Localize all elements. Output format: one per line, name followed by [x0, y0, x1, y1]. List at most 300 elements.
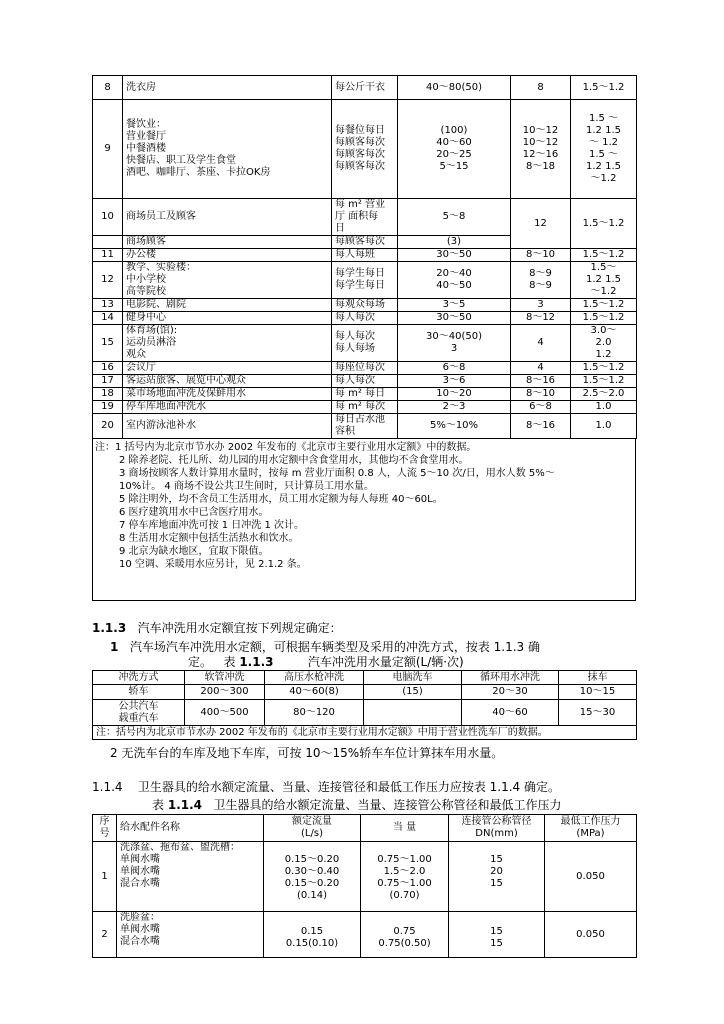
hours-line: 8～9	[529, 268, 552, 279]
section-number: 1.1.4	[92, 780, 123, 794]
unit-line: 每 m² 营业	[335, 199, 386, 210]
unit	[332, 414, 398, 439]
k-coefficient	[571, 100, 637, 199]
hours	[511, 262, 571, 299]
column-header-flow	[264, 815, 361, 842]
table-note-row	[93, 726, 637, 740]
building-type-line: 高等院校	[126, 286, 166, 297]
building-type	[123, 401, 332, 414]
row-number: 15	[93, 325, 123, 362]
pipe-dn-line: 15	[490, 854, 503, 865]
wash-value: 15～30	[559, 700, 637, 726]
quota-line: 5～8	[442, 211, 466, 222]
column-header-no-line: 序	[99, 816, 110, 827]
k-coefficient	[571, 312, 637, 325]
building-type-line: 餐饮业：	[126, 119, 166, 130]
pipe-dn-line: 15	[490, 926, 503, 937]
table-number: 1.1.4	[167, 798, 203, 812]
building-type	[123, 100, 332, 199]
table-row	[93, 685, 637, 700]
k-coefficient-line: 1.5～1.2	[582, 249, 625, 260]
row-number: 10	[93, 199, 123, 236]
unit	[332, 312, 398, 325]
column-header-name	[117, 815, 264, 842]
k-coefficient	[571, 375, 637, 388]
table-row	[93, 700, 637, 726]
fixture-name-line: 洗涤盆、拖布盆、盥洗槽：	[120, 842, 240, 853]
note-line: 10 空调、采暖用水应另计，见 2.1.2 条。	[119, 559, 307, 570]
building-type	[123, 388, 332, 401]
pipe-dn	[449, 912, 545, 958]
car-wash-table	[92, 670, 637, 740]
table-row	[93, 199, 637, 236]
quota-line: 20～40	[436, 268, 472, 279]
unit-line: 容积	[335, 426, 355, 437]
fixture-name-line: 混合水嘴	[120, 878, 160, 889]
rated-flow-line: 0.15～0.20	[284, 854, 340, 865]
quota	[398, 262, 511, 299]
column-header-p-line: 最低工作压力	[560, 816, 621, 827]
column-header: 高压水枪冲洗	[265, 671, 364, 685]
k-coefficient	[571, 401, 637, 414]
quota-line: 2～3	[442, 401, 466, 412]
pipe-dn-line: 15	[490, 878, 503, 889]
k-coefficient-line: 1.2 1.5	[586, 274, 621, 285]
table-label: 表	[223, 655, 236, 669]
unit-line: 每 m² 每日	[335, 388, 386, 399]
hours	[511, 401, 571, 414]
unit	[332, 76, 398, 100]
hours-line: 6～8	[529, 401, 552, 412]
row-number: 20	[93, 414, 123, 439]
unit-line: 每学生每日	[335, 268, 385, 279]
wash-value: 40～60(8)	[265, 685, 364, 700]
row-number: 9	[93, 100, 123, 199]
quota-line: (100)	[440, 125, 468, 136]
row-number: 17	[93, 375, 123, 388]
column-header-p	[545, 815, 637, 842]
note-line: 6 医疗建筑用水中已含医疗用水。	[119, 507, 269, 518]
fixture-name-line: 混合水嘴	[120, 936, 160, 947]
row-number: 16	[93, 362, 123, 375]
unit-line: 每日占水池	[335, 414, 385, 425]
equivalent	[361, 912, 449, 958]
table-label: 表	[152, 798, 165, 812]
hours	[511, 414, 571, 439]
column-header: 冲洗方式	[93, 671, 185, 685]
vehicle-type-line: 轿车	[128, 686, 149, 697]
table-row	[93, 388, 637, 401]
quota-line: 5～15	[439, 161, 469, 172]
building-type	[123, 299, 332, 312]
hours	[511, 76, 571, 100]
k-coefficient-line: 1.0	[595, 420, 612, 431]
column-header: 循环用水冲洗	[462, 671, 559, 685]
quota	[398, 236, 511, 249]
row-number: 2	[93, 912, 117, 958]
unit-line: 每人每次	[335, 331, 375, 342]
hours-line: 10～12	[522, 125, 559, 136]
rated-flow-line: 0.15～0.20	[284, 878, 340, 889]
k-coefficient-line: ～ 1.2	[588, 137, 619, 148]
hours	[511, 362, 571, 375]
building-type-line: 体育场(馆):	[126, 325, 178, 336]
table-row	[93, 912, 637, 958]
fixture-name	[117, 842, 264, 912]
item-1-line-2	[188, 655, 464, 670]
building-type-line: 快餐店、职工及学生食堂	[126, 155, 236, 166]
item-2: 2 无洗车台的车库及地下车库，可按 10～15%轿车车位计算抹车用水量。	[110, 746, 504, 760]
item-1-line-1	[110, 640, 540, 655]
unit-line: 日	[335, 223, 345, 234]
row-number	[93, 236, 123, 249]
quota-line: 3	[450, 343, 458, 354]
equivalent-line: 0.75～1.00	[377, 854, 432, 865]
row-number: 18	[93, 388, 123, 401]
rated-flow-line: (0.14)	[296, 890, 328, 901]
table-number: 1.1.3	[239, 655, 274, 669]
unit	[332, 262, 398, 299]
building-type	[123, 76, 332, 100]
quota	[398, 312, 511, 325]
table-row	[93, 299, 637, 312]
quota	[398, 401, 511, 414]
unit	[332, 236, 398, 249]
building-type	[123, 414, 332, 439]
vehicle-type-line: 公共汽车	[118, 700, 159, 712]
column-header-eq	[361, 815, 449, 842]
unit-line: 每人每次	[335, 375, 375, 386]
building-type	[123, 325, 332, 362]
fixture-name-line: 单阀水嘴	[120, 866, 160, 877]
wash-value: 80～120	[265, 700, 364, 726]
rated-flow	[264, 912, 361, 958]
building-type	[123, 249, 332, 262]
building-type-line: 室内游泳池补水	[126, 420, 196, 431]
quota-line: 20～25	[436, 149, 472, 160]
k-coefficient-line: 1.2	[595, 349, 612, 360]
k-coefficient-line: 1.5～1.2	[582, 375, 625, 386]
pipe-dn-line: 20	[490, 866, 503, 877]
wash-value: 200～300	[185, 685, 265, 700]
hours-line: 8～12	[525, 312, 556, 323]
k-coefficient-line: 1.2 1.5	[586, 125, 621, 136]
pipe-dn	[449, 842, 545, 912]
quota-line: 5%～10%	[429, 420, 479, 431]
column-header: 软管冲洗	[185, 671, 265, 685]
table-row	[93, 325, 637, 362]
building-type-line: 观众	[126, 349, 146, 360]
table-note: 注：括号内为北京市节水办 2002 年发布的《北京市主要行业用水定额》中用于营业性洗车厂的数据。	[93, 726, 637, 740]
column-header-name-line: 给水配件名称	[120, 822, 180, 833]
equivalent-line: 0.75～1.00	[377, 878, 432, 889]
pipe-dn-line: 15	[490, 938, 503, 949]
column-header-eq-line: 当 量	[392, 822, 417, 833]
quota	[398, 199, 511, 236]
column-header-flow-line: 额定流量	[292, 816, 332, 827]
hours-line: 12～16	[522, 149, 559, 160]
table-row	[93, 375, 637, 388]
unit-line: 每餐位每日	[335, 125, 385, 136]
equivalent-line: 1.5～2.0	[383, 866, 426, 877]
hours-line: 8～16	[525, 375, 556, 386]
quota-line: 30～50	[436, 249, 472, 260]
unit	[332, 362, 398, 375]
building-type	[123, 199, 332, 236]
unit-line: 每观众每场	[335, 299, 385, 310]
hours	[511, 249, 571, 262]
k-coefficient	[571, 262, 637, 299]
column-header-no-line: 号	[99, 828, 110, 839]
min-pressure	[545, 842, 637, 912]
row-number: 11	[93, 249, 123, 262]
quota	[398, 100, 511, 199]
quota	[398, 76, 511, 100]
wash-value: 20～30	[462, 685, 559, 700]
hours	[511, 375, 571, 388]
row-number: 8	[93, 76, 123, 100]
building-type-line: 电影院、剧院	[126, 299, 186, 310]
hours	[511, 388, 571, 401]
equivalent	[361, 842, 449, 912]
wash-value: 10～15	[559, 685, 637, 700]
k-coefficient-line: 1.5～1.2	[582, 81, 625, 93]
quota	[398, 388, 511, 401]
note-line: 8 生活用水定额中包括生活热水和饮水。	[119, 533, 299, 544]
rated-flow-line: 0.15	[300, 926, 324, 937]
quota	[398, 414, 511, 439]
column-header-dn	[449, 815, 545, 842]
hours-line: 8～16	[525, 420, 556, 431]
water-quota-table	[92, 75, 637, 439]
equivalent-line: 0.75	[393, 926, 416, 937]
quota-line: 6～8	[442, 362, 466, 373]
hours	[511, 325, 571, 362]
row-number: 19	[93, 401, 123, 414]
unit-line: 每公斤干衣	[335, 81, 385, 93]
section-text: 卫生器具的给水额定流量、当量、连接管径和最低工作压力应按表 1.1.4 确定。	[137, 780, 560, 794]
fixture-flow-table	[92, 814, 637, 958]
wash-value: 40～60	[462, 700, 559, 726]
unit-line: 每人每班	[335, 249, 375, 260]
unit	[332, 375, 398, 388]
unit-line: 每 m² 每次	[335, 401, 386, 412]
hours-line: 8～18	[525, 161, 556, 172]
quota-line: 10～20	[436, 388, 472, 399]
quota-line: 40～50	[436, 280, 472, 291]
k-coefficient-line: 1.5 ～	[588, 149, 619, 160]
unit	[332, 100, 398, 199]
k-coefficient-line: ～1.2	[590, 286, 617, 297]
item-number: 1	[110, 640, 119, 654]
k-coefficient-line: 2.0	[595, 337, 612, 348]
row-number: 14	[93, 312, 123, 325]
hours-line: 8～10	[525, 388, 556, 399]
unit	[332, 401, 398, 414]
building-type-line: 洗衣房	[126, 81, 156, 93]
building-type-line: 中餐酒楼	[126, 143, 166, 154]
k-coefficient-line: 3.0～	[590, 325, 617, 336]
unit-line: 每顾客每次	[335, 161, 385, 172]
table-title: 卫生器具的给水额定流量、当量、连接管公称管径和最低工作压力	[213, 798, 562, 812]
equivalent-line: 0.75(0.50)	[378, 938, 431, 949]
k-coefficient-line: 1.5～1.2	[582, 312, 625, 323]
min-pressure	[545, 912, 637, 958]
note-line: 注：1 括号内为北京市节水办 2002 年发布的《北京市主要行业用水定额》中的数据。	[95, 442, 477, 453]
quota-line: (3)	[446, 236, 462, 247]
building-type-line: 商场顾客	[126, 236, 166, 247]
note-line: 9 北京为缺水地区，宜取下限值。	[119, 546, 269, 557]
table-row	[93, 842, 637, 912]
building-type-line: 客运站旅客、展览中心观众	[126, 375, 246, 386]
table-row	[93, 362, 637, 375]
building-type	[123, 312, 332, 325]
equivalent-line: (0.70)	[389, 890, 420, 901]
fixture-name-line: 洗脸盆：	[120, 912, 160, 923]
unit-line: 每顾客每次	[335, 149, 385, 160]
k-coefficient	[571, 414, 637, 439]
quota-line: 3～5	[442, 299, 466, 310]
row-number: 1	[93, 842, 117, 912]
rated-flow-line: 0.30～0.40	[284, 866, 340, 877]
item-text-cont: 定。	[188, 655, 213, 669]
unit	[332, 299, 398, 312]
table-notes	[92, 438, 636, 601]
unit	[332, 388, 398, 401]
building-type-line: 营业餐厅	[126, 131, 166, 142]
unit	[332, 249, 398, 262]
k-coefficient-line: 1.5～1.2	[582, 299, 625, 310]
table-row	[93, 414, 637, 439]
hours-line: 4	[537, 362, 544, 373]
k-coefficient	[571, 325, 637, 362]
building-type-line: 健身中心	[126, 312, 166, 323]
hours-line: 8～9	[529, 280, 552, 291]
table-row	[93, 312, 637, 325]
building-type-line: 停车库地面冲洗水	[126, 401, 206, 412]
wash-value: 400～500	[185, 700, 265, 726]
quota	[398, 375, 511, 388]
note-line: 7 停车库地面冲洗可按 1 日冲洗 1 次计。	[119, 520, 304, 531]
vehicle-type-line: 载重汽车	[118, 712, 159, 724]
unit-line: 每顾客每次	[335, 236, 385, 247]
note-line: 5 除注明外，均不含员工生活用水，员工用水定额为每人每班 40～60L。	[119, 494, 443, 505]
k-coefficient	[571, 249, 637, 262]
table-header-row	[93, 671, 637, 685]
table-title: 汽车冲洗用水量定额(L/辆·次)	[307, 655, 464, 669]
k-coefficient	[571, 362, 637, 375]
row-number: 12	[93, 262, 123, 299]
column-header: 抹车	[559, 671, 637, 685]
hours	[511, 100, 571, 199]
k-coefficient	[571, 76, 637, 100]
hours	[511, 299, 571, 312]
section-text: 汽车冲洗用水定额宜按下列规定确定：	[137, 621, 342, 635]
building-type-line: 教学、实验楼：	[126, 262, 196, 273]
unit-line: 每人每场	[335, 343, 375, 354]
hours-line: 10～12	[522, 137, 559, 148]
k-coefficient-line: 1.5 ～	[588, 113, 619, 124]
column-header: 电脑洗车	[364, 671, 462, 685]
unit	[332, 325, 398, 362]
hours-line: 8～10	[525, 249, 556, 260]
table-row	[93, 100, 637, 199]
table-header-row	[93, 815, 637, 842]
column-header-dn-line: DN(mm)	[475, 828, 518, 839]
building-type-line: 商场员工及顾客	[126, 211, 196, 222]
table-row	[93, 262, 637, 299]
building-type-line: 运动员淋浴	[126, 337, 176, 348]
building-type-line: 中小学校	[126, 274, 166, 285]
building-type	[123, 236, 332, 249]
item-text: 汽车场汽车冲洗用水定额，可根据车辆类型及采用的冲洗方式，按表 1.1.3 确	[129, 640, 540, 654]
min-pressure-line: 0.050	[576, 928, 605, 940]
section-number: 1.1.3	[92, 621, 127, 635]
hours-line: 12	[534, 217, 547, 229]
building-type	[123, 262, 332, 299]
quota	[398, 362, 511, 375]
quota-line: 30～50	[436, 312, 472, 323]
unit	[332, 199, 398, 236]
quota	[398, 325, 511, 362]
fixture-name	[117, 912, 264, 958]
table-1-1-4-caption	[152, 798, 561, 813]
k-coefficient	[571, 199, 637, 249]
column-header-dn-line: 连接管公称管径	[461, 816, 532, 827]
quota	[398, 249, 511, 262]
quota-line: 3～6	[442, 375, 466, 386]
k-coefficient-line: 1.5～1.2	[582, 217, 625, 229]
unit-line: 每顾客每次	[335, 137, 385, 148]
fixture-name-line: 单阀水嘴	[120, 854, 160, 865]
rated-flow	[264, 842, 361, 912]
k-coefficient	[571, 388, 637, 401]
building-type	[123, 362, 332, 375]
note-line: 3 商场按顾客人数计算用水量时，按每 m 营业厅面积 0.8 人，人流 5～10 次/日，用水人数 5%～	[119, 468, 555, 479]
k-coefficient-line: 2.5～2.0	[582, 388, 625, 399]
quota-line: 30～40(50)	[426, 331, 482, 342]
quota-line: 40～80(50)	[426, 81, 482, 93]
min-pressure-line: 0.050	[576, 870, 605, 882]
wash-value: (15)	[364, 685, 462, 700]
hours-line: 4	[537, 337, 544, 348]
unit-line: 每座位每次	[335, 362, 385, 373]
hours-line: 8	[537, 81, 544, 93]
quota	[398, 299, 511, 312]
row-number: 13	[93, 299, 123, 312]
unit-line: 每人每次	[335, 312, 375, 323]
building-type-line: 办公楼	[126, 249, 156, 260]
section-heading-1-1-4	[92, 780, 560, 795]
section-heading-1-1-3	[92, 621, 342, 636]
k-coefficient-line: ～1.2	[590, 173, 617, 184]
unit-line: 每学生每日	[335, 280, 385, 291]
k-coefficient-line: 1.2 1.5	[586, 161, 621, 172]
vehicle-type	[93, 700, 185, 726]
note-line: 10%计。 4 商场不设公共卫生间时，只计算员工用水量。	[119, 481, 374, 492]
unit-line: 厅 面积每	[335, 211, 379, 222]
fixture-name-line: 单阀水嘴	[120, 924, 160, 935]
hours	[511, 312, 571, 325]
vehicle-type	[93, 685, 185, 700]
k-coefficient-line: 1.5～1.2	[582, 362, 625, 373]
column-header-no	[93, 815, 117, 842]
building-type-line: 酒吧、咖啡厅、茶座、卡拉OK房	[126, 167, 271, 178]
hours	[511, 199, 571, 249]
table-row	[93, 76, 637, 100]
table-row	[93, 401, 637, 414]
note-line: 2 除养老院、托儿所、幼儿园的用水定额中含食堂用水，其他均不含食堂用水。	[119, 455, 469, 466]
